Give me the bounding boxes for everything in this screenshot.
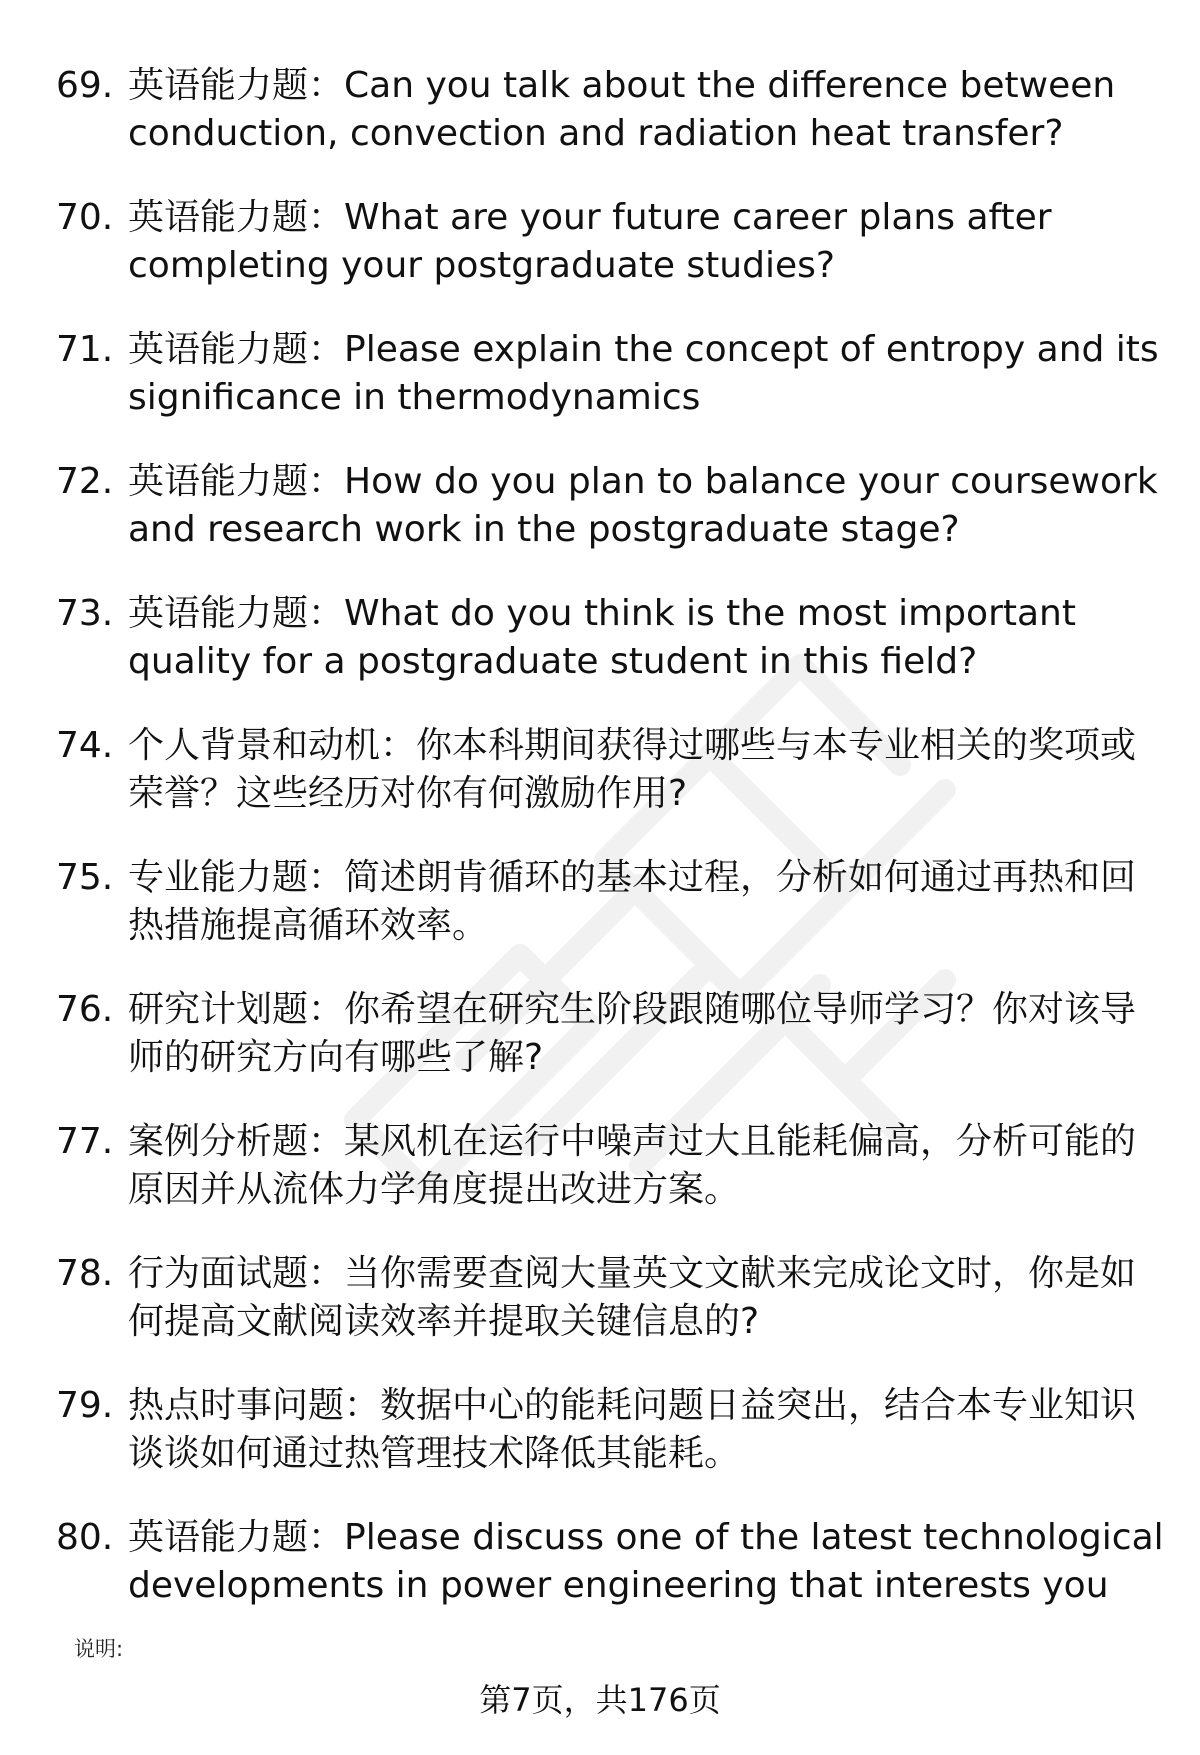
question-item-77 — [56, 1118, 1166, 1214]
question-item-78 — [56, 1250, 1166, 1346]
note-label: 说明: — [74, 1637, 124, 1661]
question-number: 69. — [56, 65, 114, 106]
question-number: 72. — [56, 461, 114, 502]
question-text: 英语能力题：What do you think is the most important quality for a postgraduate student in this field? — [128, 593, 1076, 682]
question-item-73 — [56, 590, 1166, 686]
question-number: 80. — [56, 1517, 114, 1558]
question-text: 英语能力题：Please discuss one of the latest technological developments in power engineering that interests you — [128, 1517, 1164, 1606]
question-item-70 — [56, 194, 1166, 290]
question-item-69 — [56, 62, 1166, 158]
question-number: 76. — [56, 989, 114, 1030]
question-text: 英语能力题：What are your future career plans after completing your postgraduate studies? — [128, 197, 1052, 286]
question-text: 英语能力题：Can you talk about the difference between conduction, convection and radiation heat transfer? — [128, 65, 1116, 154]
question-list — [56, 62, 1166, 1646]
question-number: 71. — [56, 329, 114, 370]
question-number: 79. — [56, 1385, 114, 1426]
question-item-80 — [56, 1514, 1166, 1610]
question-item-72 — [56, 458, 1166, 554]
question-text: 案例分析题：某风机在运行中噪声过大且能耗偏高，分析可能的原因并从流体力学角度提出改进方案。 — [128, 1121, 1137, 1210]
question-number: 75. — [56, 857, 114, 898]
question-text: 专业能力题：简述朗肯循环的基本过程，分析如何通过再热和回热措施提高循环效率。 — [128, 857, 1137, 946]
question-text: 英语能力题：How do you plan to balance your coursework and research work in the postgraduate stage? — [128, 461, 1158, 550]
question-item-74 — [56, 722, 1166, 818]
question-text: 英语能力题：Please explain the concept of entropy and its significance in thermodynamics — [128, 329, 1159, 418]
question-number: 78. — [56, 1253, 114, 1294]
page-footer: 第7页，共176页 — [479, 1681, 721, 1719]
question-number: 70. — [56, 197, 114, 238]
question-number: 77. — [56, 1121, 114, 1162]
question-text: 研究计划题：你希望在研究生阶段跟随哪位导师学习？你对该导师的研究方向有哪些了解? — [128, 989, 1137, 1078]
question-text: 热点时事问题：数据中心的能耗问题日益突出，结合本专业知识谈谈如何通过热管理技术降低其能耗。 — [128, 1385, 1137, 1474]
question-item-71 — [56, 326, 1166, 422]
question-item-75 — [56, 854, 1166, 950]
question-text: 行为面试题：当你需要查阅大量英文文献来完成论文时，你是如何提高文献阅读效率并提取关键信息的? — [128, 1253, 1137, 1342]
question-item-76 — [56, 986, 1166, 1082]
question-item-79 — [56, 1382, 1166, 1478]
question-text: 个人背景和动机：你本科期间获得过哪些与本专业相关的奖项或荣誉？这些经历对你有何激励作用? — [128, 725, 1137, 814]
question-number: 74. — [56, 725, 114, 766]
question-number: 73. — [56, 593, 114, 634]
